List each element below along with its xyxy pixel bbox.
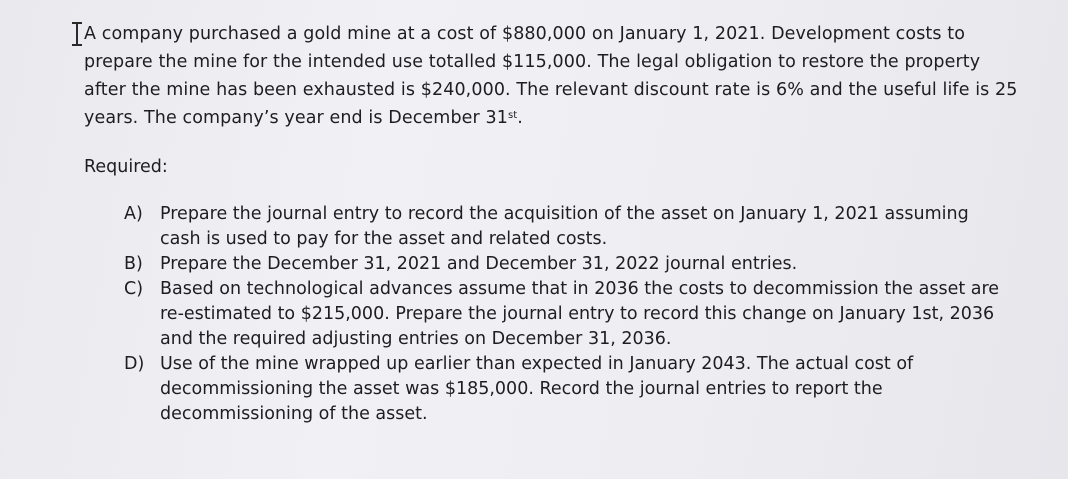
item-marker: B) [124,254,143,274]
required-heading: Required: [84,157,168,177]
cursor-cap-bottom [72,44,82,46]
item-marker: A) [124,204,143,224]
list-item [124,202,1024,252]
item-line: decommissioning of the asset. [160,404,428,424]
item-marker: D) [124,354,145,374]
cursor-bar [76,23,78,45]
intro-line-3: after the mine has been exhausted is $240,000. The relevant discount rate is 6% and the useful life is 25 [84,80,1018,100]
requirements-list [124,202,1024,427]
item-line: decommissioning the asset was $185,000. Record the journal entries to report the [160,379,883,399]
list-item [124,352,1024,427]
intro-line-4 [84,104,1034,132]
item-line: Use of the mine wrapped up earlier than expected in January 2043. The actual cost of [160,354,914,374]
problem-intro [84,20,1034,132]
list-item [124,252,1024,277]
intro-superscript: st [507,110,518,121]
item-line: Prepare the December 31, 2021 and December 31, 2022 journal entries. [160,254,798,274]
item-line: re-estimated to $215,000. Prepare the journal entry to record this change on January 1st, 2036 [160,304,995,324]
item-line: and the required adjusting entries on December 31, 2036. [160,329,672,349]
intro-line-4-end: . [517,108,523,128]
list-item [124,277,1024,352]
item-marker: C) [124,279,144,299]
item-line: Based on technological advances assume that in 2036 the costs to decommission the asset are [160,279,1000,299]
intro-line-1: A company purchased a gold mine at a cost of $880,000 on January 1, 2021. Development costs to [84,24,966,44]
text-cursor-icon [72,22,82,46]
item-line: cash is used to pay for the asset and related costs. [160,229,608,249]
intro-line-4-text: years. The company’s year end is December 31 [84,108,508,128]
intro-line-2: prepare the mine for the intended use totalled $115,000. The legal obligation to restore the property [84,52,981,72]
item-line: Prepare the journal entry to record the acquisition of the asset on January 1, 2021 assuming [160,204,969,224]
